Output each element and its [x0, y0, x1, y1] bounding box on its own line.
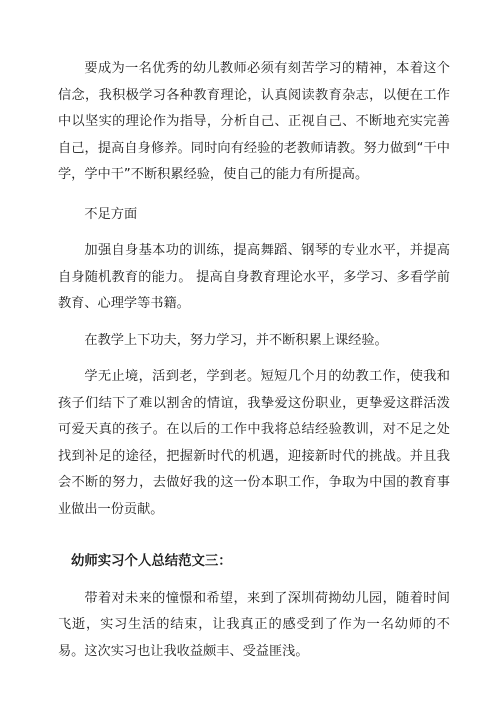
paragraph-learning: 要成为一名优秀的幼儿教师必须有刻苦学习的精神，本着这个信念，我积极学习各种教育理论，认真阅读教育杂志，以便在工作中以坚实的理论作为指导，分析自己、正视自己、不断地充实完善自己，提高自身修养。同时向有经验的老教师请教。努力做到“干中学，学中干”不断积累经验，使自己的能力有所提高。 — [58, 61, 450, 182]
document-page — [58, 56, 450, 665]
paragraph-teaching: 在教学上下功夫，努力学习，并不断积累上课经验。 — [84, 332, 388, 348]
paragraph-conclusion: 学无止境，活到老，学到老。短短几个月的幼教工作，使我和孩子们结下了难以割舍的情谊，我挚爱这份职业，更挚爱这群活泼可爱天真的孩子。在以后的工作中我将总结经验教训，对不足之处找到补足的途径，把握新时代的机遇，迎接新时代的挑战。并且我会不断的努力，去做好我的这一份本职工作，争取为中国的教育事业做出一份贡献。 — [58, 369, 450, 517]
section-heading-sample-three: 幼师实习个人总结范文三： — [71, 554, 232, 569]
section-label-shortcomings: 不足方面 — [84, 206, 138, 222]
paragraph-improvement: 加强自身基本功的训练，提高舞蹈、钢琴的专业水平，并提高自身随机教育的能力。 提高自身教育理论水平，多学习、多看学前教育、心理学等书籍。 — [58, 243, 450, 311]
paragraph-internship-intro: 带着对未来的憧憬和希望，来到了深圳荷拗幼儿园，随着时间飞逝，实习生活的结束，让我真正的感受到了作为一名幼师的不易。这次实习也让我收益颇丰、受益匪浅。 — [58, 590, 450, 659]
